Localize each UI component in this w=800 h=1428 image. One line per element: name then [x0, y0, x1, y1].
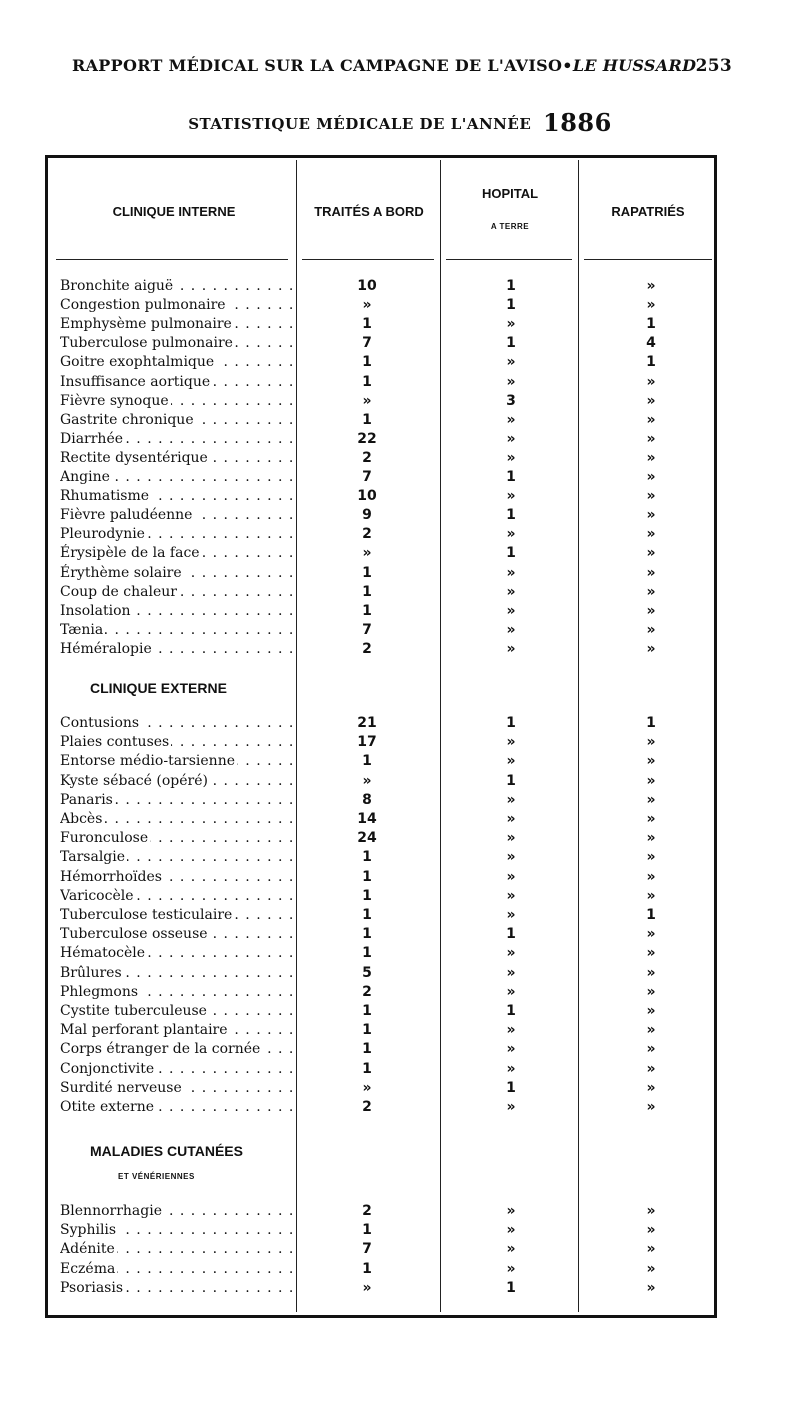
row-label-text: Tuberculose osseuse — [60, 926, 208, 943]
hopital-cell: » — [506, 373, 516, 390]
hopital-cell: » — [506, 316, 516, 333]
table-row — [0, 468, 800, 487]
row-label — [60, 1098, 292, 1117]
hopital-cell: 1 — [506, 1079, 516, 1096]
traites-cell: 1 — [362, 564, 372, 581]
table-row — [0, 810, 800, 829]
hopital-cell: 1 — [506, 1003, 516, 1019]
row-label — [60, 733, 292, 752]
table-row — [0, 1002, 800, 1021]
hopital-cell: 1 — [506, 715, 516, 731]
hopital-cell: » — [506, 449, 516, 466]
row-label — [60, 810, 292, 829]
hopital-cell: » — [506, 526, 516, 543]
row-label-text: Blennorrhagie — [60, 1203, 162, 1219]
table-row — [0, 1279, 800, 1298]
hopital-cell: » — [506, 849, 516, 866]
table-row — [0, 353, 800, 372]
row-label — [60, 334, 292, 353]
hopital-cell: » — [506, 583, 516, 600]
hopital-cell: » — [506, 907, 516, 923]
traites-cell: 1 — [362, 1041, 372, 1058]
rapatries-cell: » — [646, 983, 656, 1000]
traites-cell: 14 — [357, 811, 377, 827]
table-row — [0, 1021, 800, 1040]
table-row — [0, 944, 800, 963]
row-label — [60, 829, 292, 848]
hopital-cell: » — [506, 1022, 516, 1039]
hopital-cell: » — [506, 945, 516, 962]
row-label — [60, 868, 292, 887]
traites-cell: 1 — [362, 316, 372, 333]
traites-cell: 1 — [362, 907, 372, 923]
row-label-text: Bronchite aiguë — [60, 278, 174, 294]
row-label — [60, 925, 292, 944]
rapatries-cell: » — [646, 545, 656, 562]
row-label-text: Héméralopie — [60, 640, 152, 657]
table-row — [0, 506, 800, 525]
row-label-text: Insuffisance aortique — [60, 373, 211, 390]
rapatries-cell: » — [646, 1003, 656, 1019]
traites-cell: 7 — [362, 621, 372, 638]
rapatries-cell: » — [646, 449, 656, 466]
row-label-text: Tænia — [60, 621, 104, 638]
rapatries-cell: » — [646, 753, 656, 770]
row-label-text: Érythème solaire — [60, 564, 182, 581]
hopital-cell: » — [506, 1203, 516, 1219]
row-label-text: Tuberculose testiculaire — [60, 907, 233, 923]
table-row — [0, 525, 800, 544]
traites-cell: 1 — [362, 753, 372, 770]
traites-cell: 2 — [362, 640, 372, 657]
traites-cell: 7 — [362, 335, 372, 352]
traites-cell: 2 — [362, 1203, 372, 1219]
traites-cell: 22 — [357, 430, 377, 447]
table-row — [0, 277, 800, 296]
hopital-cell: » — [506, 811, 516, 827]
rapatries-cell: » — [646, 1079, 656, 1096]
hopital-cell: » — [506, 1060, 516, 1077]
traites-cell: 1 — [362, 411, 372, 428]
table-row — [0, 334, 800, 353]
rapatries-cell: » — [646, 526, 656, 543]
section-subheading-cutanees: ET VÉNÉRIENNES — [118, 1172, 195, 1181]
row-label — [60, 1221, 292, 1240]
traites-cell: » — [362, 392, 372, 409]
rapatries-cell: » — [646, 964, 656, 981]
table-row — [0, 544, 800, 563]
running-title-ship: LE HUSSARD. — [572, 56, 702, 75]
hopital-cell: » — [506, 1041, 516, 1058]
running-header: RAPPORT MÉDICAL SUR LA CAMPAGNE DE L'AVISO•LE HUSSARD. 253 — [72, 56, 732, 76]
row-label-text: Mal perforant plantaire — [60, 1022, 228, 1039]
table-row — [0, 848, 800, 867]
rapatries-cell: » — [646, 640, 656, 657]
page-number: 253 — [695, 56, 732, 76]
traites-cell: 5 — [362, 964, 372, 981]
row-label — [60, 468, 292, 487]
row-label-text: Rectite dysentérique — [60, 449, 208, 466]
table-row — [0, 449, 800, 468]
traites-cell: » — [362, 772, 372, 789]
table-row — [0, 791, 800, 810]
row-label-text: Phlegmons — [60, 983, 139, 1000]
table-row — [0, 714, 800, 733]
row-label — [60, 315, 292, 334]
row-label-text: Furonculose — [60, 830, 149, 847]
hopital-cell: » — [506, 640, 516, 657]
row-label — [60, 1260, 292, 1279]
row-label-text: Goitre exophtalmique — [60, 354, 215, 371]
row-label — [60, 353, 292, 372]
traites-cell: 2 — [362, 983, 372, 1000]
row-label — [60, 564, 292, 583]
row-label-text: Corps étranger de la cornée — [60, 1041, 261, 1058]
row-label — [60, 506, 292, 525]
row-label — [60, 621, 292, 640]
hopital-cell: » — [506, 868, 516, 885]
hopital-cell: » — [506, 1241, 516, 1258]
hopital-cell: » — [506, 1260, 516, 1277]
table-row — [0, 752, 800, 771]
row-label-text: Plaies contuses — [60, 734, 170, 751]
rapatries-cell: » — [646, 602, 656, 619]
hopital-cell: 1 — [506, 278, 516, 294]
rapatries-cell: » — [646, 564, 656, 581]
hopital-cell: » — [506, 791, 516, 808]
row-label-text: Érysipèle de la face — [60, 545, 200, 562]
section-heading-cutanees: MALADIES CUTANÉES — [90, 1143, 243, 1159]
traites-cell: 1 — [362, 373, 372, 390]
hopital-cell: » — [506, 488, 516, 505]
row-label-text: Emphysème pulmonaire — [60, 316, 232, 333]
row-label — [60, 1240, 292, 1259]
row-label — [60, 525, 292, 544]
traites-cell: 1 — [362, 887, 372, 904]
row-label-text: Adénite — [60, 1241, 115, 1258]
traites-cell: 2 — [362, 526, 372, 543]
traites-cell: 1 — [362, 602, 372, 619]
traites-cell: » — [362, 1279, 372, 1296]
row-label-text: Diarrhée — [60, 430, 124, 447]
table-row — [0, 392, 800, 411]
col-header-traites: TRAITÉS A BORD — [314, 204, 424, 219]
row-label — [60, 944, 292, 963]
rapatries-cell: » — [646, 849, 656, 866]
row-label-text: Contusions — [60, 715, 140, 731]
row-label — [60, 411, 292, 430]
rapatries-cell: » — [646, 811, 656, 827]
table-row — [0, 487, 800, 506]
col-header-rapatries: RAPATRIÉS — [611, 204, 685, 219]
table-row — [0, 296, 800, 315]
row-label-text: Surdité nerveuse — [60, 1079, 182, 1096]
rapatries-cell: » — [646, 411, 656, 428]
col-header-clinique: CLINIQUE INTERNE — [112, 204, 236, 219]
hopital-cell: » — [506, 564, 516, 581]
col-header-hopital-sub: A TERRE — [490, 222, 530, 231]
table-row — [0, 1260, 800, 1279]
hopital-cell: 1 — [506, 469, 516, 485]
row-label — [60, 392, 292, 411]
hopital-cell: » — [506, 602, 516, 619]
table-title — [0, 108, 800, 137]
row-label-text: Tarsalgie — [60, 849, 126, 866]
table-row — [0, 411, 800, 430]
table-row — [0, 829, 800, 848]
row-label-text: Cystite tuberculeuse — [60, 1003, 207, 1019]
row-label-text: Brûlures — [60, 964, 122, 981]
table-row — [0, 1079, 800, 1098]
hopital-cell: » — [506, 430, 516, 447]
row-label-text: Kyste sébacé (opéré) — [60, 772, 208, 789]
row-label — [60, 449, 292, 468]
traites-cell: » — [362, 297, 372, 314]
row-label — [60, 1079, 292, 1098]
table-row — [0, 887, 800, 906]
row-label-text: Tuberculose pulmonaire — [60, 335, 233, 352]
hopital-cell: 1 — [506, 926, 516, 943]
table-row — [0, 583, 800, 602]
rapatries-cell: 4 — [646, 335, 656, 352]
row-label — [60, 983, 292, 1002]
row-label-text: Congestion pulmonaire — [60, 297, 226, 314]
row-label — [60, 772, 292, 791]
hopital-cell: 1 — [506, 1279, 516, 1296]
rapatries-cell: » — [646, 469, 656, 485]
traites-cell: 1 — [362, 1222, 372, 1239]
hopital-cell: » — [506, 887, 516, 904]
table-row — [0, 315, 800, 334]
row-label-text: Entorse médio-tarsienne — [60, 753, 235, 770]
table-row — [0, 430, 800, 449]
row-label-text: Angine — [60, 469, 110, 485]
traites-cell: 17 — [357, 734, 377, 751]
row-label — [60, 277, 292, 296]
rapatries-cell: 1 — [646, 907, 656, 923]
rapatries-cell: » — [646, 1022, 656, 1039]
row-label — [60, 544, 292, 563]
row-label-text: Gastrite chronique — [60, 411, 194, 428]
rapatries-cell: » — [646, 1203, 656, 1219]
hopital-cell: » — [506, 1222, 516, 1239]
row-label — [60, 887, 292, 906]
row-label — [60, 752, 292, 771]
traites-cell: 1 — [362, 926, 372, 943]
rapatries-cell: » — [646, 734, 656, 751]
traites-cell: 1 — [362, 1060, 372, 1077]
rapatries-cell: » — [646, 1041, 656, 1058]
table-row — [0, 564, 800, 583]
header-rule — [446, 259, 572, 260]
rapatries-cell: » — [646, 945, 656, 962]
row-label — [60, 1021, 292, 1040]
row-label-text: Pleurodynie — [60, 526, 145, 543]
row-label — [60, 487, 292, 506]
traites-cell: 2 — [362, 449, 372, 466]
hopital-cell: 1 — [506, 772, 516, 789]
hopital-cell: » — [506, 964, 516, 981]
traites-cell: 10 — [357, 278, 377, 294]
row-label-text: Fièvre synoque — [60, 392, 169, 409]
traites-cell: 1 — [362, 868, 372, 885]
row-label-text: Coup de chaleur — [60, 583, 177, 600]
row-label — [60, 1002, 292, 1021]
rapatries-cell: » — [646, 868, 656, 885]
header-rule — [56, 259, 288, 260]
hopital-cell: » — [506, 354, 516, 371]
rapatries-cell: 1 — [646, 354, 656, 371]
row-label — [60, 296, 292, 315]
row-label-text: Panaris — [60, 791, 113, 808]
row-label — [60, 1202, 292, 1221]
row-label-text: Psoriasis — [60, 1279, 124, 1296]
col-header-hopital: HOPITAL — [481, 186, 539, 201]
traites-cell: 7 — [362, 469, 372, 485]
row-label — [60, 583, 292, 602]
rapatries-cell: » — [646, 1222, 656, 1239]
row-label-text: Conjonctivite — [60, 1060, 155, 1077]
rapatries-cell: 1 — [646, 715, 656, 731]
rapatries-cell: » — [646, 1060, 656, 1077]
traites-cell: » — [362, 545, 372, 562]
traites-cell: 1 — [362, 1022, 372, 1039]
table-row — [0, 964, 800, 983]
hopital-cell: 1 — [506, 507, 516, 524]
table-row — [0, 602, 800, 621]
traites-cell: 1 — [362, 849, 372, 866]
rapatries-cell: » — [646, 392, 656, 409]
rapatries-cell: » — [646, 297, 656, 314]
rapatries-cell: » — [646, 1279, 656, 1296]
table-row — [0, 1040, 800, 1059]
header-rule — [584, 259, 712, 260]
traites-cell: 1 — [362, 945, 372, 962]
table-row — [0, 373, 800, 392]
row-label — [60, 373, 292, 392]
running-title: RAPPORT MÉDICAL SUR LA CAMPAGNE DE L'AVISO — [72, 56, 563, 75]
rapatries-cell: 1 — [646, 316, 656, 333]
traites-cell: » — [362, 1079, 372, 1096]
traites-cell: 7 — [362, 1241, 372, 1258]
table-row — [0, 925, 800, 944]
row-label — [60, 430, 292, 449]
traites-cell: 21 — [357, 715, 377, 731]
table-row — [0, 983, 800, 1002]
hopital-cell: » — [506, 830, 516, 847]
hopital-cell: 1 — [506, 297, 516, 314]
rapatries-cell: » — [646, 278, 656, 294]
rapatries-cell: » — [646, 488, 656, 505]
header-rule — [302, 259, 434, 260]
traites-cell: 1 — [362, 1003, 372, 1019]
section-heading-externe: CLINIQUE EXTERNE — [90, 680, 227, 696]
rapatries-cell: » — [646, 1099, 656, 1115]
table-row — [0, 1202, 800, 1221]
row-label — [60, 791, 292, 810]
hopital-cell: 3 — [506, 392, 516, 409]
table-row — [0, 868, 800, 887]
table-row — [0, 1221, 800, 1240]
row-label — [60, 906, 292, 925]
rapatries-cell: » — [646, 1241, 656, 1258]
rapatries-cell: » — [646, 772, 656, 789]
traites-cell: 1 — [362, 583, 372, 600]
rapatries-cell: » — [646, 791, 656, 808]
row-label — [60, 714, 292, 733]
row-label-text: Otite externe — [60, 1099, 155, 1115]
hopital-cell: » — [506, 983, 516, 1000]
row-label-text: Eczéma — [60, 1260, 116, 1277]
row-label-text: Fièvre paludéenne — [60, 507, 193, 524]
traites-cell: 24 — [357, 830, 377, 847]
row-label — [60, 1279, 292, 1298]
row-label-text: Insolation — [60, 602, 131, 619]
table-title-text: STATISTIQUE MÉDICALE DE L'ANNÉE — [188, 115, 532, 133]
row-label — [60, 1060, 292, 1079]
rapatries-cell: » — [646, 621, 656, 638]
hopital-cell: » — [506, 621, 516, 638]
row-label — [60, 1040, 292, 1059]
hopital-cell: » — [506, 734, 516, 751]
traites-cell: 2 — [362, 1099, 372, 1115]
hopital-cell: 1 — [506, 335, 516, 352]
row-label — [60, 602, 292, 621]
row-label-text: Syphilis — [60, 1222, 117, 1239]
table-row — [0, 906, 800, 925]
table-row — [0, 1240, 800, 1259]
row-label-text: Abcès — [60, 811, 103, 827]
rapatries-cell: » — [646, 1260, 656, 1277]
table-row — [0, 772, 800, 791]
table-row — [0, 1060, 800, 1079]
row-label — [60, 848, 292, 867]
table-row — [0, 621, 800, 640]
traites-cell: 9 — [362, 507, 372, 524]
table-row — [0, 1098, 800, 1117]
hopital-cell: » — [506, 411, 516, 428]
rapatries-cell: » — [646, 887, 656, 904]
table-row — [0, 640, 800, 659]
traites-cell: 1 — [362, 354, 372, 371]
hopital-cell: » — [506, 1099, 516, 1115]
rapatries-cell: » — [646, 507, 656, 524]
traites-cell: 1 — [362, 1260, 372, 1277]
traites-cell: 10 — [357, 488, 377, 505]
hopital-cell: » — [506, 753, 516, 770]
rapatries-cell: » — [646, 373, 656, 390]
rapatries-cell: » — [646, 926, 656, 943]
row-label-text: Hémorrhoïdes — [60, 868, 162, 885]
traites-cell: 8 — [362, 791, 372, 808]
table-title-year: 1886 — [543, 108, 612, 137]
hopital-cell: 1 — [506, 545, 516, 562]
rapatries-cell: » — [646, 830, 656, 847]
rapatries-cell: » — [646, 583, 656, 600]
row-label-text: Rhumatisme — [60, 488, 150, 505]
row-label-text: Hématocèle — [60, 945, 146, 962]
rapatries-cell: » — [646, 430, 656, 447]
row-label — [60, 964, 292, 983]
table-row — [0, 733, 800, 752]
row-label-text: Varicocèle — [60, 887, 134, 904]
row-label — [60, 640, 292, 659]
